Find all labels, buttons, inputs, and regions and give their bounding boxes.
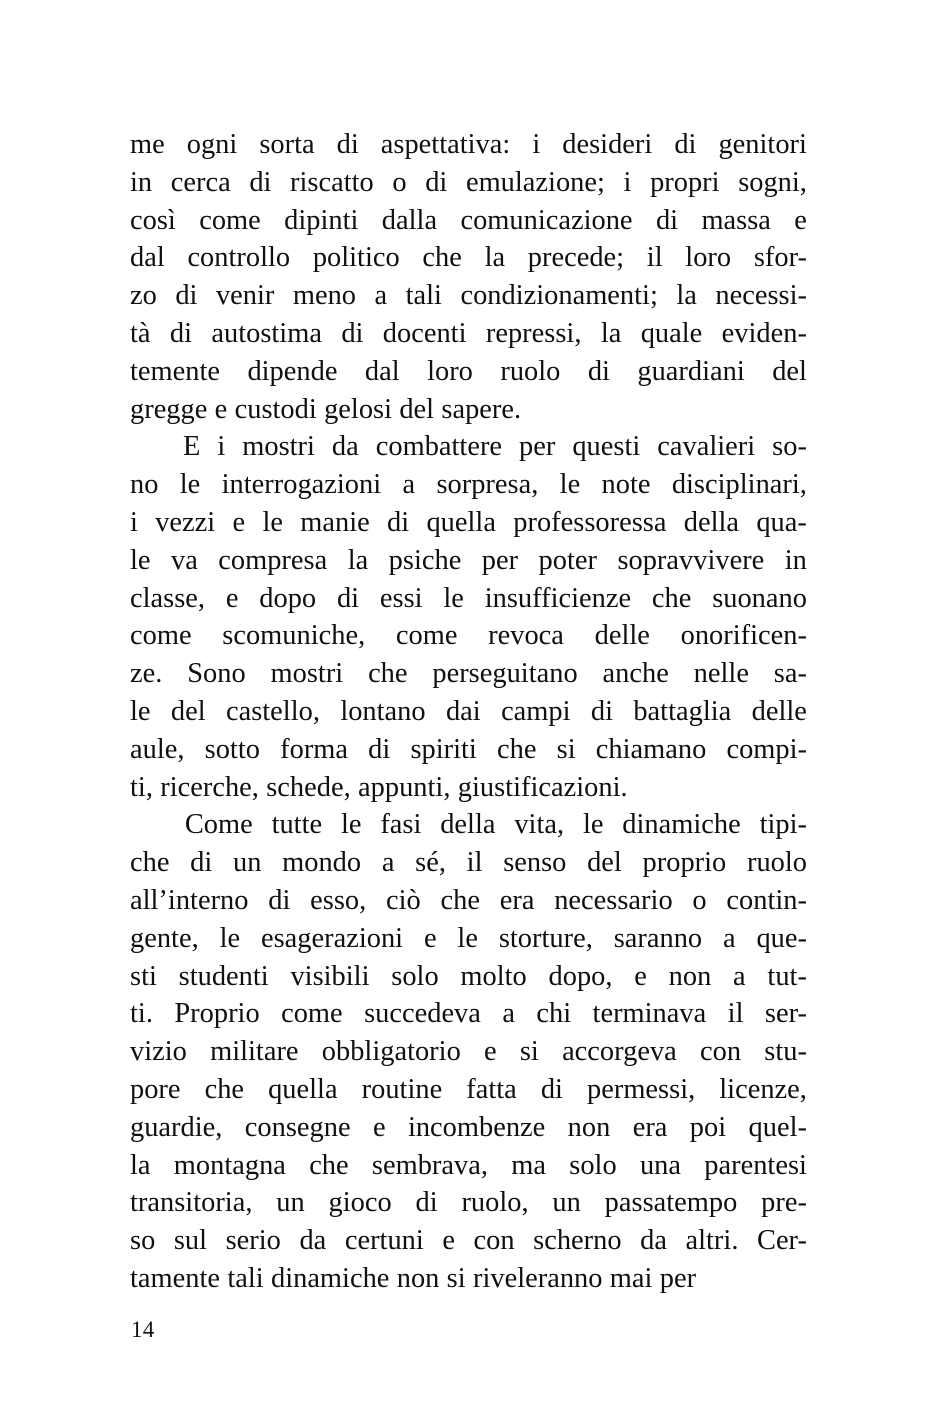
word: non xyxy=(567,1111,611,1143)
word: ma xyxy=(511,1149,546,1181)
text-line xyxy=(130,504,807,542)
text-line xyxy=(130,958,807,996)
word: essi xyxy=(379,582,423,614)
word: le xyxy=(130,695,151,727)
word: licenze, xyxy=(719,1073,807,1105)
word: a xyxy=(402,469,416,501)
word: accorgeva xyxy=(562,1036,677,1068)
word: di xyxy=(175,280,198,312)
word: in xyxy=(130,166,153,198)
word: professoressa xyxy=(513,506,667,538)
word: docenti xyxy=(382,317,467,349)
word: stu- xyxy=(764,1036,807,1068)
word: con xyxy=(700,1036,742,1068)
word: guardie, xyxy=(130,1111,223,1143)
word: di xyxy=(336,582,360,614)
word: sti xyxy=(130,960,157,992)
word: perseguitano xyxy=(432,658,578,690)
text-line xyxy=(130,995,807,1033)
word: le xyxy=(219,922,241,954)
word: di xyxy=(169,317,193,349)
word: certuni xyxy=(344,1225,424,1257)
word: onorificen- xyxy=(680,620,807,652)
word: sul xyxy=(173,1225,208,1257)
word: di xyxy=(590,695,613,727)
word: castello, xyxy=(225,695,320,727)
word: molto xyxy=(460,960,527,992)
word: passatempo xyxy=(604,1187,738,1219)
word: tà xyxy=(130,317,151,349)
word: senso xyxy=(503,847,567,879)
word: chi xyxy=(536,998,572,1030)
word: quel- xyxy=(748,1111,807,1143)
text-line xyxy=(130,315,807,353)
word: delle xyxy=(751,695,807,727)
word: dipinti xyxy=(284,204,359,236)
word: anche xyxy=(602,658,669,690)
word: genitori xyxy=(718,129,807,160)
word: fasi xyxy=(380,809,422,841)
word: propri xyxy=(650,166,720,198)
word: quella xyxy=(268,1073,338,1105)
word: so xyxy=(130,1225,156,1257)
word: manie xyxy=(300,506,370,538)
word: guardiani xyxy=(637,355,745,387)
word: compresa xyxy=(218,544,328,576)
word: combattere xyxy=(375,431,503,463)
word: desideri xyxy=(562,129,653,160)
word: altri. xyxy=(685,1225,739,1257)
text-line xyxy=(130,466,807,504)
word: visibili xyxy=(290,960,370,992)
paragraph-indent xyxy=(130,806,166,844)
word: insufficienze xyxy=(484,582,632,614)
word: dopo, xyxy=(548,960,613,992)
word: classe, xyxy=(130,582,206,614)
word: emulazione; xyxy=(465,166,605,198)
word: e xyxy=(442,1225,455,1257)
word: incombenze xyxy=(407,1111,546,1143)
word: ruolo, xyxy=(461,1187,529,1219)
word: i xyxy=(623,166,632,198)
word: per xyxy=(481,544,519,576)
paragraph xyxy=(130,428,807,806)
word: in xyxy=(784,544,807,576)
word: come xyxy=(199,204,261,236)
word: ti. xyxy=(130,998,153,1030)
word: permessi, xyxy=(587,1073,696,1105)
word: di xyxy=(540,1073,563,1105)
word: aule, xyxy=(130,733,185,765)
word: repressi, xyxy=(485,317,582,349)
word: ruolo xyxy=(500,355,561,387)
word: chiamano xyxy=(595,733,707,765)
word: la xyxy=(484,242,506,274)
word: a xyxy=(381,847,395,879)
word: sorta xyxy=(259,129,315,160)
word: la xyxy=(347,544,369,576)
word: dal xyxy=(364,355,400,387)
word: dalla xyxy=(381,204,438,236)
text-line xyxy=(130,731,807,769)
word: scomuniche, xyxy=(222,620,366,652)
word: a xyxy=(733,960,746,992)
word: di xyxy=(249,166,272,198)
word: quella xyxy=(426,506,496,538)
word: me xyxy=(130,129,165,160)
word: della xyxy=(683,506,740,538)
word: controllo xyxy=(187,242,291,274)
word: vizio xyxy=(130,1036,187,1068)
word: parentesi xyxy=(704,1149,807,1181)
word: che xyxy=(130,847,170,879)
word: da xyxy=(331,431,359,463)
word: le xyxy=(179,469,201,501)
text-line xyxy=(130,693,807,731)
text-line xyxy=(130,1033,807,1071)
text-line xyxy=(130,277,807,315)
word: sogni, xyxy=(738,166,807,198)
word: poter xyxy=(538,544,597,576)
text-line xyxy=(130,1071,807,1109)
paragraph xyxy=(130,126,807,428)
word: che xyxy=(204,1073,245,1105)
word: dinamiche xyxy=(622,809,741,841)
word: del xyxy=(587,847,622,879)
word: che xyxy=(368,658,408,690)
word: le xyxy=(457,922,478,954)
word: fatta xyxy=(466,1073,517,1105)
word: obbligatorio xyxy=(321,1036,461,1068)
word: da xyxy=(640,1225,667,1257)
word: della xyxy=(440,809,496,841)
text-line xyxy=(130,428,807,466)
word: ruolo xyxy=(746,847,807,879)
word: necessario xyxy=(554,884,673,916)
word: le xyxy=(443,582,464,614)
word: serio xyxy=(225,1225,281,1257)
word: battaglia xyxy=(633,695,732,727)
word: di xyxy=(415,1187,438,1219)
word: e xyxy=(225,582,239,614)
word: contin- xyxy=(726,884,807,916)
word: note xyxy=(601,469,651,501)
word: così xyxy=(130,204,176,236)
word: tut- xyxy=(767,960,807,992)
word: condizionamenti; xyxy=(460,280,658,312)
word: poi xyxy=(689,1111,727,1143)
word: zo xyxy=(130,280,157,312)
word: no xyxy=(130,469,159,501)
text-line: tamente tali dinamiche non si riveleranno mai per xyxy=(130,1262,697,1294)
word: a xyxy=(502,998,515,1030)
text-line xyxy=(130,202,807,240)
word: eviden- xyxy=(721,317,807,349)
word: Cer- xyxy=(756,1225,807,1257)
word: di xyxy=(674,129,697,160)
word: del xyxy=(772,355,807,387)
word: per xyxy=(519,431,556,463)
word: mostri xyxy=(270,658,344,690)
text-line xyxy=(130,1222,807,1260)
word: spiriti xyxy=(410,733,477,765)
word: E xyxy=(182,431,201,463)
word: riscatto xyxy=(290,166,374,198)
word: sorpresa, xyxy=(436,469,539,501)
word: di xyxy=(587,355,610,387)
word: esagerazioni xyxy=(260,922,404,954)
text-line xyxy=(130,617,807,655)
word: questi xyxy=(572,431,641,463)
word: come xyxy=(395,620,458,652)
word: il xyxy=(466,847,483,879)
word: saranno xyxy=(613,922,703,954)
word: loro xyxy=(427,355,473,387)
word: si xyxy=(519,1036,539,1068)
word: necessi- xyxy=(715,280,807,312)
word: quale xyxy=(640,317,703,349)
text-line xyxy=(130,164,807,202)
text-line xyxy=(130,882,807,920)
word: un xyxy=(233,847,262,879)
word: transitoria, xyxy=(130,1187,253,1219)
paragraph-indent xyxy=(130,428,166,466)
text-line xyxy=(130,844,807,882)
word: loro xyxy=(685,242,732,274)
word: ze. xyxy=(130,658,163,690)
word: che xyxy=(440,884,480,916)
word: militare xyxy=(210,1036,299,1068)
word: campi xyxy=(501,695,571,727)
text-line xyxy=(130,1147,807,1185)
text-line: ti, ricerche, schede, appunti, giustificazioni. xyxy=(130,771,628,803)
word: forma xyxy=(280,733,349,765)
word: compi- xyxy=(726,733,807,765)
word: la xyxy=(130,1149,151,1181)
word: vezzi xyxy=(155,506,216,538)
word: tali xyxy=(405,280,442,312)
word: montagna xyxy=(173,1149,286,1181)
word: meno xyxy=(292,280,357,312)
word: consegne xyxy=(244,1111,351,1143)
page-number: 14 xyxy=(131,1317,155,1342)
word: que- xyxy=(756,922,807,954)
word: Sono xyxy=(187,658,246,690)
word: so- xyxy=(772,431,807,463)
word: sé, xyxy=(415,847,446,879)
word: i xyxy=(217,431,226,463)
word: dai xyxy=(445,695,481,727)
word: con xyxy=(473,1225,515,1257)
word: un xyxy=(276,1187,305,1219)
word: del xyxy=(170,695,206,727)
text-line xyxy=(130,1184,807,1222)
word: massa xyxy=(701,204,771,236)
word: solo xyxy=(569,1149,617,1181)
word: tutte xyxy=(271,809,323,841)
word: e xyxy=(634,960,647,992)
word: Proprio xyxy=(174,998,260,1030)
word: sa- xyxy=(773,658,807,690)
text-line xyxy=(130,542,807,580)
word: scherno xyxy=(533,1225,622,1257)
word: a xyxy=(374,280,388,312)
word: che xyxy=(422,242,462,274)
word: sopravvivere xyxy=(617,544,765,576)
word: sotto xyxy=(204,733,260,765)
word: venir xyxy=(215,280,275,312)
word: cavalieri xyxy=(657,431,756,463)
word: di xyxy=(425,166,448,198)
word: che xyxy=(651,582,692,614)
word: dipende xyxy=(247,355,338,387)
word: pre- xyxy=(761,1187,807,1219)
word: suonano xyxy=(712,582,807,614)
text-line xyxy=(130,655,807,693)
word: disciplinari, xyxy=(671,469,807,501)
word: studenti xyxy=(178,960,269,992)
text-line xyxy=(130,580,807,618)
word: come xyxy=(281,998,343,1030)
word: terminava xyxy=(592,998,707,1030)
word: a xyxy=(722,922,736,954)
word: solo xyxy=(391,960,439,992)
word: politico xyxy=(312,242,400,274)
word: dopo xyxy=(259,582,317,614)
word: lontano xyxy=(340,695,426,727)
word: nelle xyxy=(693,658,749,690)
word: le xyxy=(130,544,151,576)
word: storture, xyxy=(498,922,593,954)
word: comunicazione xyxy=(460,204,633,236)
word: il xyxy=(646,242,663,274)
word: di xyxy=(368,733,391,765)
word: gioco xyxy=(328,1187,392,1219)
word: temente xyxy=(130,355,220,387)
word: e xyxy=(372,1111,386,1143)
word: i xyxy=(130,506,138,538)
word: era xyxy=(499,884,535,916)
word: di xyxy=(387,506,410,538)
word: va xyxy=(170,544,198,576)
body-text-block xyxy=(130,126,807,1298)
word: la xyxy=(600,317,622,349)
word: cerca xyxy=(170,166,231,198)
word: un xyxy=(552,1187,581,1219)
word: e xyxy=(794,204,807,236)
word: interrogazioni xyxy=(221,469,382,501)
word: non xyxy=(668,960,712,992)
word: ser- xyxy=(764,998,807,1030)
word: che xyxy=(497,733,537,765)
text-line xyxy=(130,1109,807,1147)
word: ciò xyxy=(385,884,421,916)
word: qua- xyxy=(756,506,807,538)
text-line: gregge e custodi gelosi del sapere. xyxy=(130,393,522,425)
word: si xyxy=(556,733,576,765)
word: pore xyxy=(130,1073,181,1105)
word: da xyxy=(299,1225,327,1257)
word: di xyxy=(268,884,291,916)
paragraph xyxy=(130,806,807,1297)
word: le xyxy=(582,809,604,841)
word: sembrava, xyxy=(371,1149,488,1181)
word: di xyxy=(336,129,359,160)
word: dal xyxy=(130,242,165,274)
word: precede; xyxy=(527,242,625,274)
word: esso, xyxy=(310,884,367,916)
text-line xyxy=(130,239,807,277)
word: come xyxy=(130,620,192,652)
text-line xyxy=(130,353,807,391)
word: routine xyxy=(361,1073,443,1105)
word: era xyxy=(632,1111,668,1143)
word: o xyxy=(392,166,407,198)
word: le xyxy=(340,809,362,841)
text-line xyxy=(130,920,807,958)
word: Come xyxy=(184,809,253,841)
word: la xyxy=(676,280,697,312)
word: vita, xyxy=(514,809,565,841)
word: una xyxy=(639,1149,681,1181)
word: o xyxy=(692,884,707,916)
word: di xyxy=(655,204,679,236)
text-line xyxy=(130,126,807,164)
word: aspettativa: xyxy=(380,129,511,160)
word: sfor- xyxy=(753,242,807,274)
word: di xyxy=(190,847,213,879)
word: succedeva xyxy=(364,998,481,1030)
word: e xyxy=(423,922,437,954)
word: autostima xyxy=(211,317,322,349)
word: proprio xyxy=(642,847,727,879)
word: ogni xyxy=(186,129,238,160)
word: delle xyxy=(594,620,650,652)
word: di xyxy=(341,317,364,349)
word: che xyxy=(309,1149,349,1181)
word: il xyxy=(727,998,744,1030)
word: e xyxy=(232,506,246,538)
word: revoca xyxy=(488,620,564,652)
word: psiche xyxy=(388,544,462,576)
word: mostri xyxy=(242,431,315,463)
word: i xyxy=(532,129,541,160)
word: mondo xyxy=(282,847,362,879)
word: tipi- xyxy=(759,809,807,841)
word: le xyxy=(262,506,283,538)
word: e xyxy=(484,1036,497,1068)
word: le xyxy=(559,469,581,501)
word: all’interno xyxy=(130,884,249,916)
text-line xyxy=(130,806,807,844)
word: gente, xyxy=(130,922,199,954)
